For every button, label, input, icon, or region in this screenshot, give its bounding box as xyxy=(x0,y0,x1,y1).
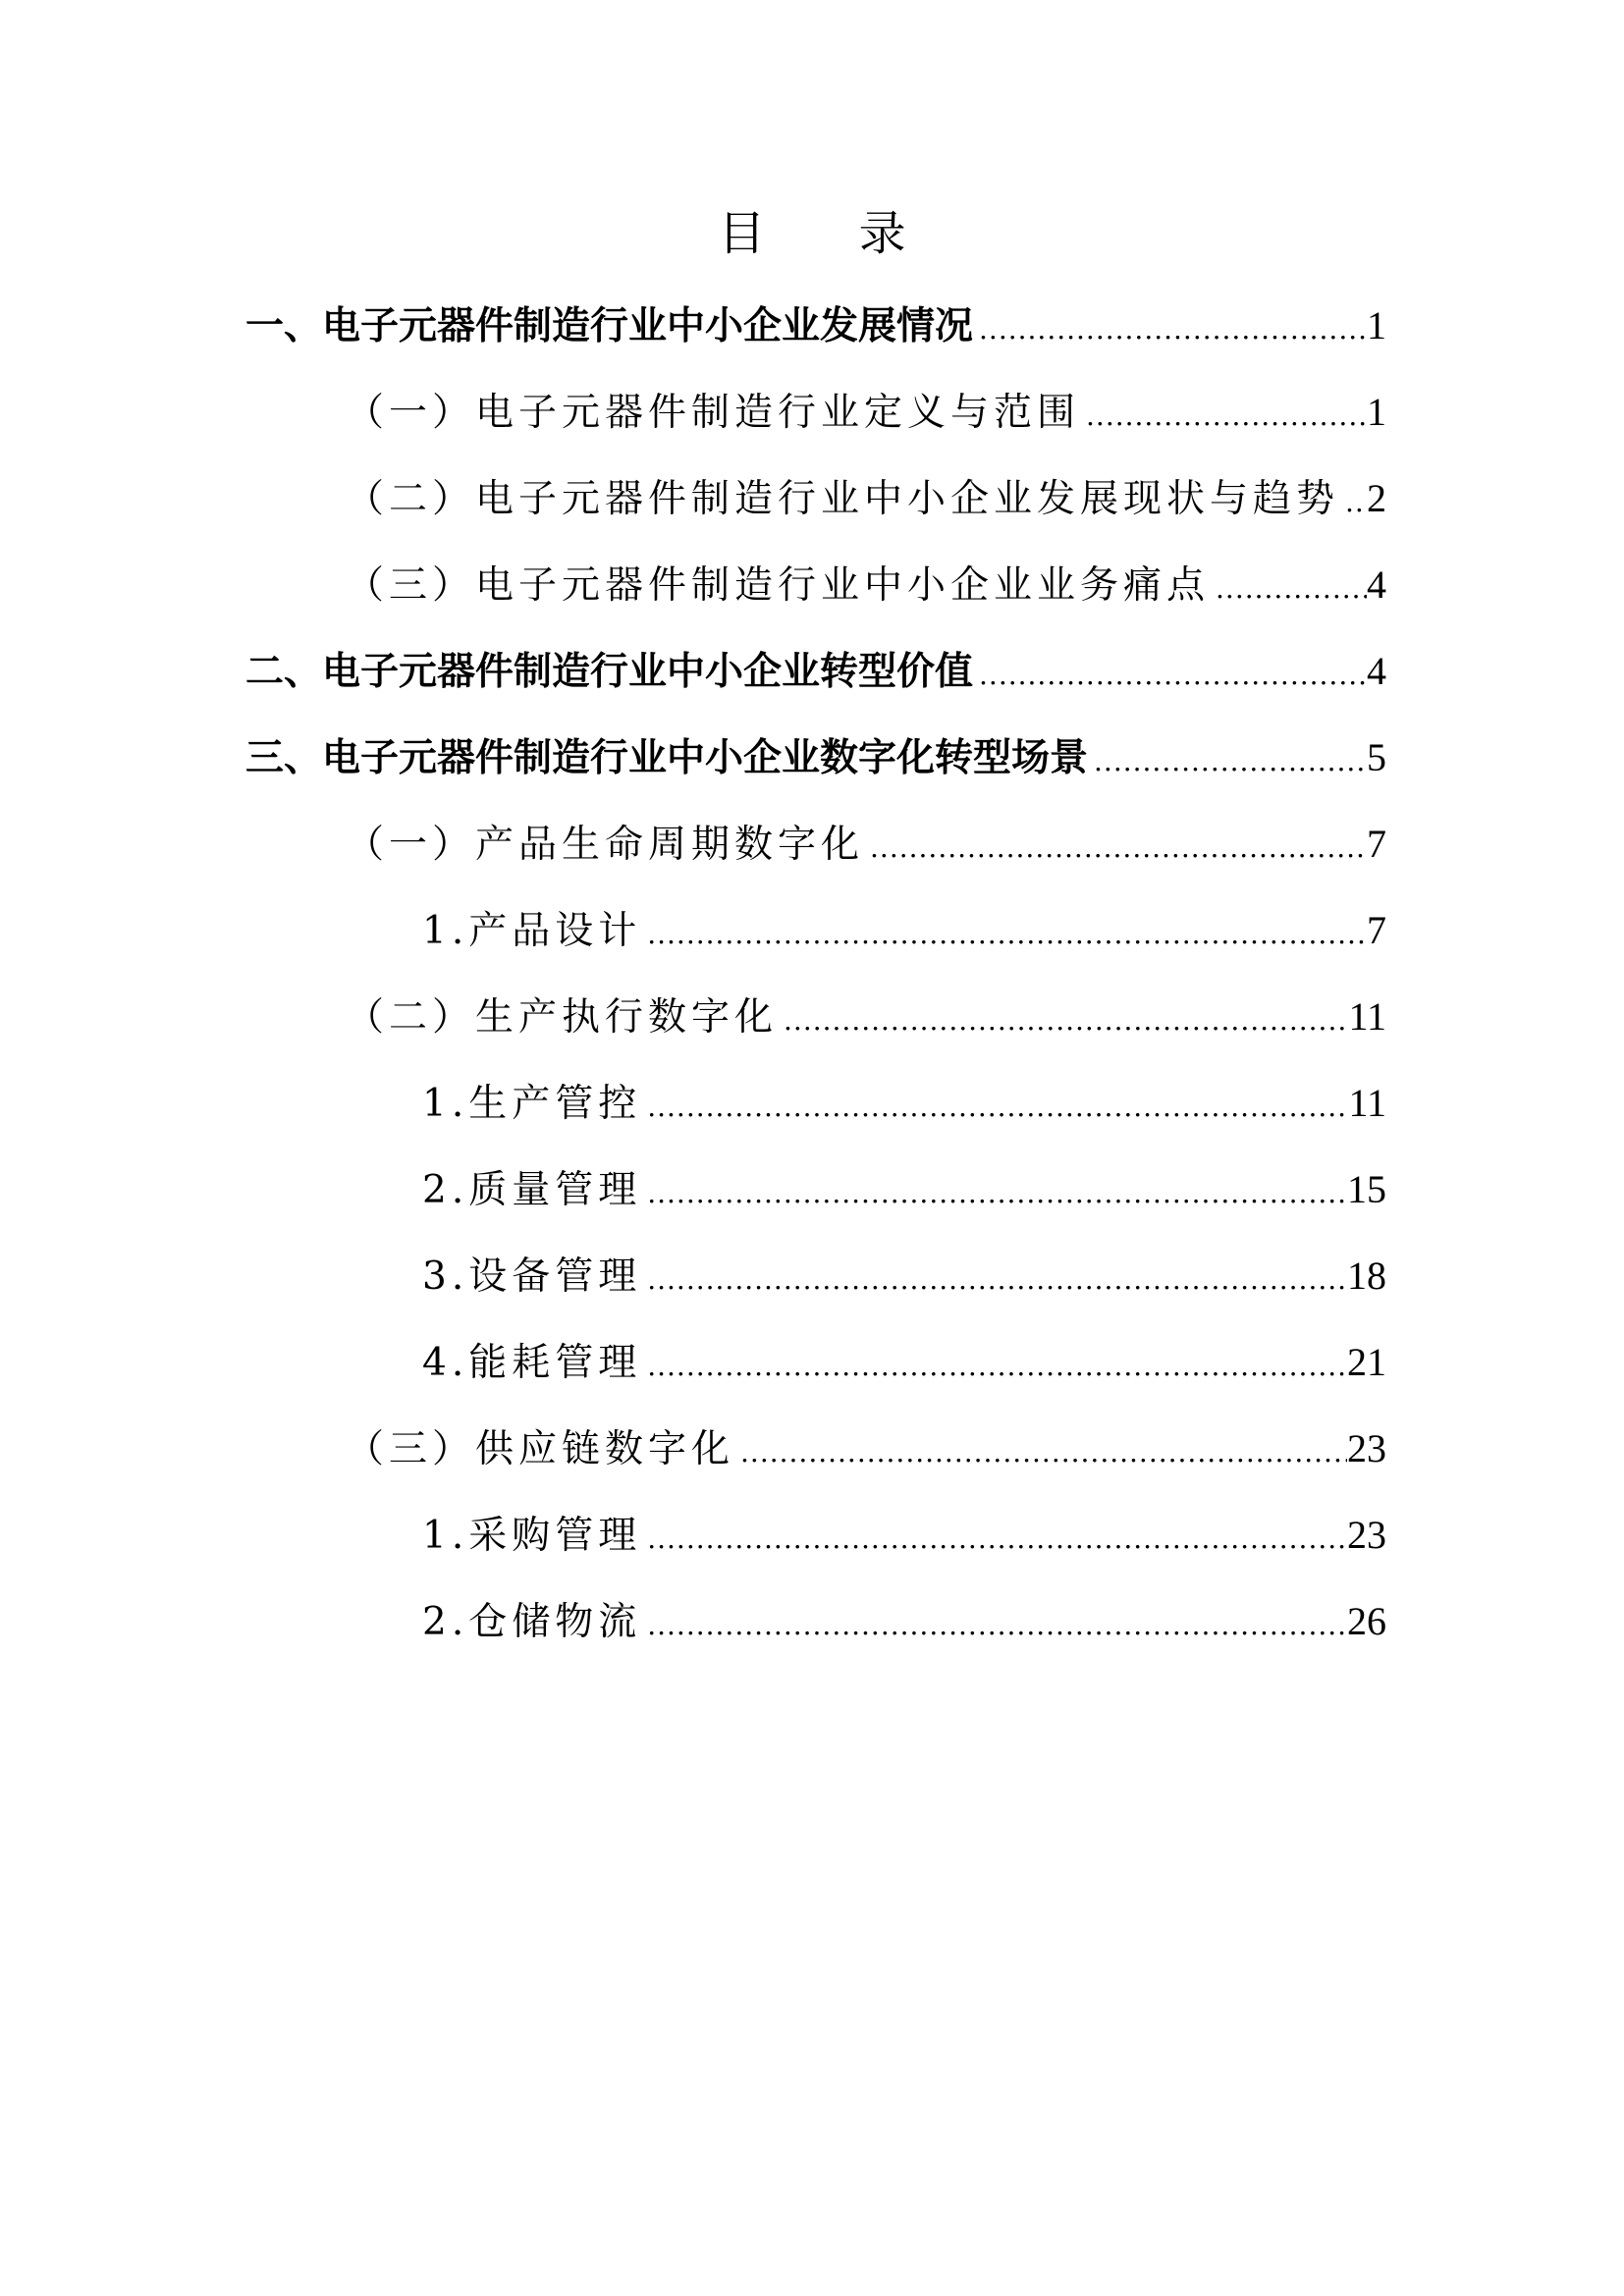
toc-entry-label: （三）电子元器件制造行业中小企业业务痛点 xyxy=(346,563,1211,608)
toc-leader-dots xyxy=(778,991,1348,1050)
toc-entry-label: 二、电子元器件制造行业中小企业转型价值 xyxy=(245,650,974,694)
toc-entry[interactable] xyxy=(422,1074,1386,1133)
toc-page-number: 1 xyxy=(1367,390,1386,434)
toc-entry[interactable] xyxy=(346,469,1386,528)
toc-entry[interactable] xyxy=(245,728,1386,787)
toc-entry-label: 2.质量管理 xyxy=(422,1168,642,1212)
toc-entry-label: 1.生产管控 xyxy=(422,1082,642,1126)
toc-page-number: 2 xyxy=(1367,476,1386,520)
toc-page-number: 21 xyxy=(1347,1340,1386,1384)
toc-leader-dots xyxy=(641,1510,1347,1569)
toc-leader-dots xyxy=(1339,473,1367,532)
toc-leader-dots xyxy=(864,819,1367,878)
toc-page-number: 11 xyxy=(1348,1081,1386,1125)
toc-entry-label: 1.采购管理 xyxy=(422,1514,642,1558)
toc-entry[interactable] xyxy=(346,556,1386,614)
toc-entry-label: （三）供应链数字化 xyxy=(346,1427,735,1471)
toc-page-number: 4 xyxy=(1367,562,1386,607)
toc-page-number: 4 xyxy=(1367,649,1386,693)
toc-entry[interactable] xyxy=(422,1592,1386,1651)
toc-entry[interactable] xyxy=(422,901,1386,960)
toc-page-number: 23 xyxy=(1347,1426,1386,1470)
page-title: 目 录 xyxy=(718,206,946,261)
toc-leader-dots xyxy=(734,1423,1347,1482)
toc-entry[interactable] xyxy=(346,383,1386,442)
toc-entry-label: （一）产品生命周期数字化 xyxy=(346,823,865,867)
toc-entry[interactable] xyxy=(422,1506,1386,1565)
toc-entry-label: 1.产品设计 xyxy=(422,909,642,953)
toc-page-number: 18 xyxy=(1347,1254,1386,1298)
toc-page-number: 7 xyxy=(1367,822,1386,866)
toc-entry-label: （二）生产执行数字化 xyxy=(346,995,779,1040)
toc-entry[interactable] xyxy=(422,1333,1386,1392)
toc-entry[interactable] xyxy=(346,815,1386,874)
toc-leader-dots xyxy=(1210,560,1367,618)
toc-leader-dots xyxy=(641,1164,1347,1223)
toc-leader-dots xyxy=(973,300,1367,359)
toc-leader-dots xyxy=(1088,732,1367,791)
toc-leader-dots xyxy=(641,1337,1347,1396)
toc-page-number: 1 xyxy=(1367,303,1386,347)
toc-entry[interactable] xyxy=(422,1160,1386,1219)
toc-entry[interactable] xyxy=(422,1247,1386,1306)
toc-entry-label: （一）电子元器件制造行业定义与范围 xyxy=(346,391,1081,435)
toc-page-number: 11 xyxy=(1348,994,1386,1039)
toc-page-number: 23 xyxy=(1347,1513,1386,1557)
toc-leader-dots xyxy=(641,1078,1348,1137)
toc-page-number: 15 xyxy=(1347,1167,1386,1211)
toc-entry[interactable] xyxy=(346,1419,1386,1478)
toc-entry-label: 3.设备管理 xyxy=(422,1255,642,1299)
toc-leader-dots xyxy=(1080,387,1367,446)
toc-leader-dots xyxy=(641,905,1367,964)
toc-entry-label: 三、电子元器件制造行业中小企业数字化转型场景 xyxy=(245,736,1089,780)
toc-entry-label: 一、电子元器件制造行业中小企业发展情况 xyxy=(245,304,974,348)
toc-entry-label: （二）电子元器件制造行业中小企业发展现状与趋势 xyxy=(346,477,1340,521)
toc-leader-dots xyxy=(641,1251,1347,1309)
toc-page-number: 7 xyxy=(1367,908,1386,952)
toc-leader-dots xyxy=(641,1596,1347,1655)
toc-entry-label: 4.能耗管理 xyxy=(422,1341,642,1385)
toc-entry[interactable] xyxy=(245,642,1386,701)
toc-entry-label: 2.仓储物流 xyxy=(422,1600,642,1644)
toc-page-number: 5 xyxy=(1367,735,1386,779)
toc-leader-dots xyxy=(973,646,1367,705)
toc-page-number: 26 xyxy=(1347,1599,1386,1643)
toc-entry[interactable] xyxy=(346,988,1386,1046)
toc-entry[interactable] xyxy=(245,296,1386,355)
